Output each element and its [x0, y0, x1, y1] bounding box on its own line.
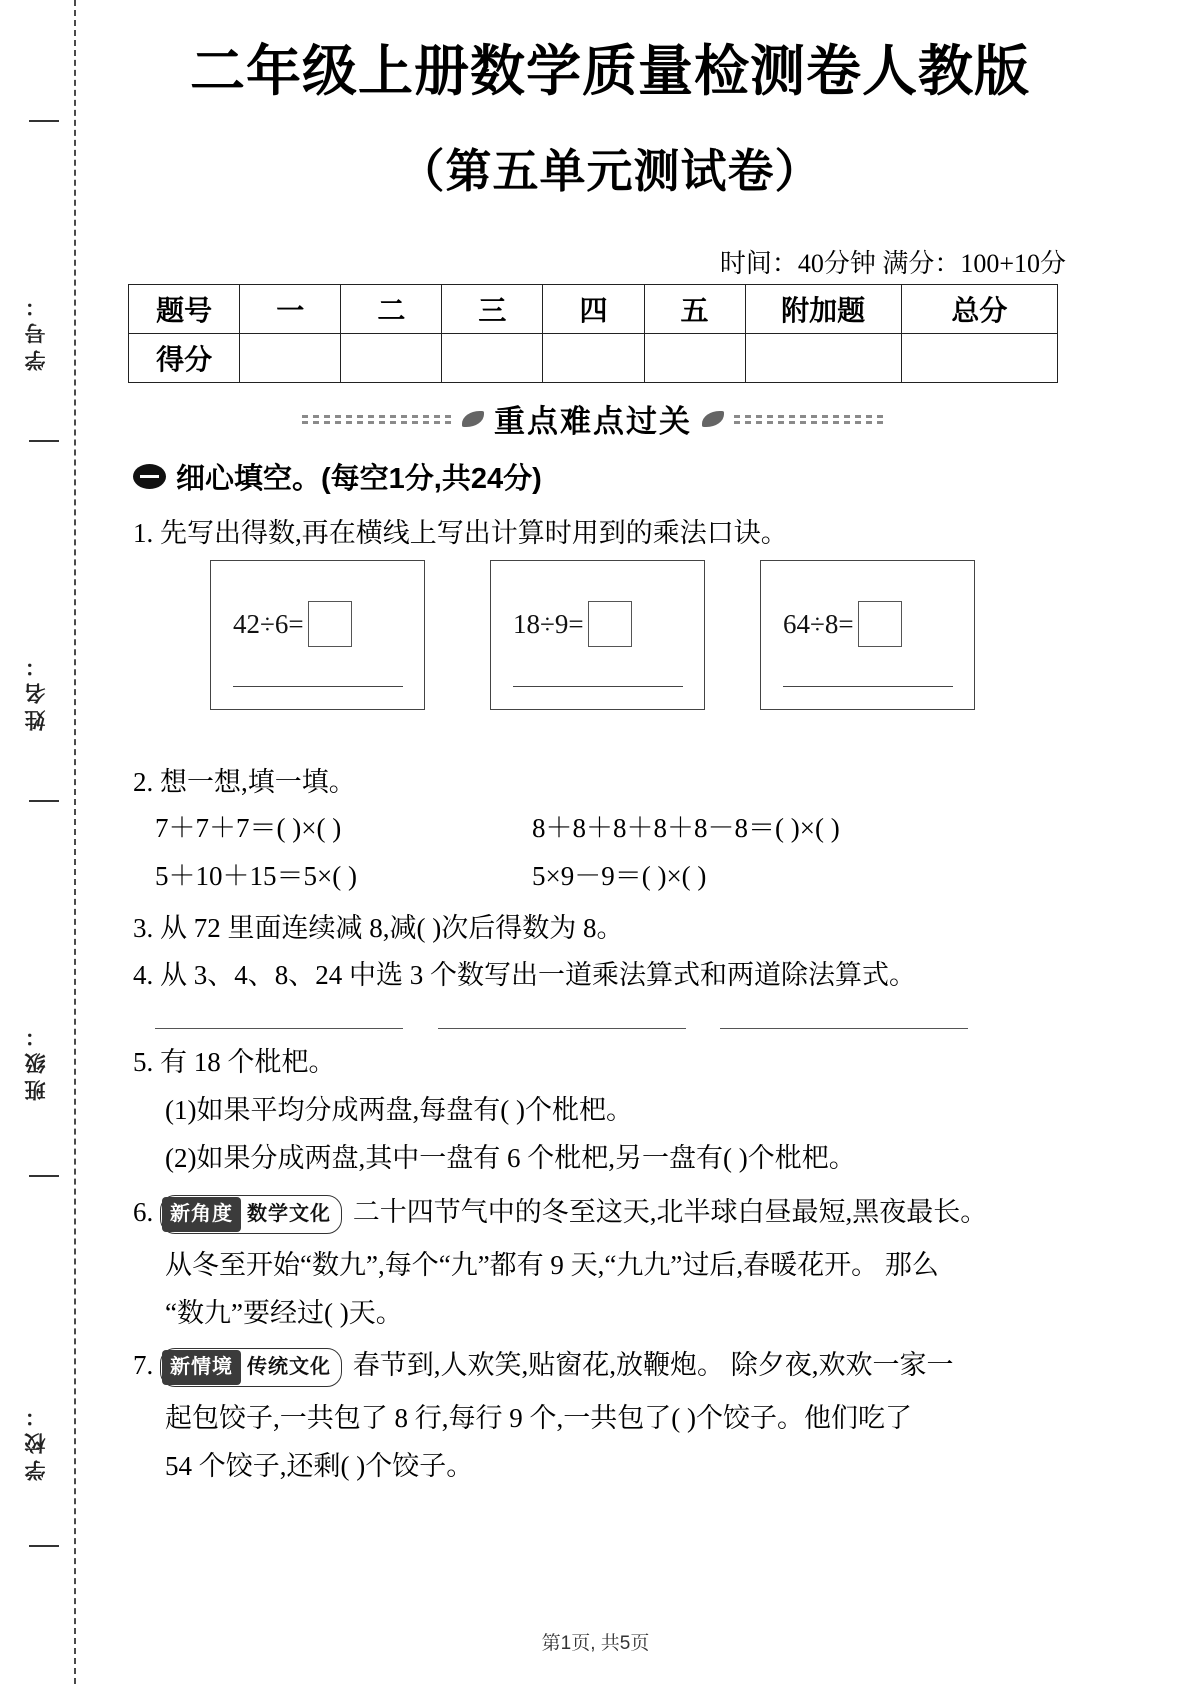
question-5-text: 5. 有 18 个枇杷。: [133, 1047, 336, 1077]
side-rule: [29, 1175, 59, 1177]
section-heading-1-text: 细心填空。(每空1分,共24分): [176, 463, 542, 495]
leaf-icon: [462, 411, 484, 427]
question-6-tags: [160, 1195, 342, 1234]
score-cell-1[interactable]: [240, 334, 341, 383]
division-problem-box-2: [490, 560, 705, 710]
question-6: [133, 1192, 1063, 1234]
score-cell-bonus[interactable]: [745, 334, 901, 383]
division-problem-box-1: [210, 560, 425, 710]
score-table-label-score: 得分: [129, 334, 240, 383]
banner-dash-right: [734, 413, 884, 425]
side-label-class: [0, 990, 74, 1130]
exam-meta-info: 时间：40分钟 满分：100+10分: [719, 249, 1066, 278]
banner-dash-left: [302, 413, 452, 425]
side-label-student-id: [0, 260, 74, 400]
page-subtitle: （第五单元测试卷）: [398, 145, 822, 197]
tag-new-context: 新情境: [162, 1350, 241, 1385]
answer-line-q4-2[interactable]: [438, 1028, 686, 1029]
question-7-line-2[interactable]: 起包饺子,一共包了 8 行,每行 9 个,一共包了( )个饺子。他们吃了: [165, 1403, 912, 1433]
side-label-school-text: 学校：: [25, 1399, 48, 1481]
question-2-eq-2a[interactable]: 5＋10＋15＝5×( ): [155, 861, 357, 891]
table-row-header: [129, 285, 1058, 334]
formula-answer-line-1[interactable]: [233, 686, 403, 687]
question-2-eq-1a[interactable]: 7＋7＋7＝( )×( ): [155, 813, 342, 843]
tag-traditional-culture: 传统文化: [247, 1356, 331, 1379]
binding-dashed-line: [74, 0, 76, 1684]
side-rule: [29, 120, 59, 122]
table-row-score: [129, 334, 1058, 383]
division-expression-1-text: 42÷6=: [233, 608, 304, 639]
division-expression-2-text: 18÷9=: [513, 608, 584, 639]
page-footer: 第1页, 共5页: [541, 1633, 650, 1654]
question-2-eq-1b[interactable]: 8＋8＋8＋8＋8－8＝( )×( ): [532, 813, 840, 843]
side-label-column: [0, 0, 74, 1684]
score-cell-5[interactable]: [644, 334, 745, 383]
banner-title: 重点难点过关: [494, 404, 692, 439]
question-6-line-2: 从冬至开始“数九”,每个“九”都有 9 天,“九九”过后,春暖花开。 那么: [165, 1250, 939, 1280]
answer-box-1[interactable]: [308, 601, 352, 647]
side-label-school: [0, 1370, 74, 1510]
answer-line-q4-3[interactable]: [720, 1028, 968, 1029]
section-number-icon: [133, 464, 166, 489]
leaf-icon: [702, 411, 724, 427]
question-7-line-1: 春节到,人欢笑,贴窗花,放鞭炮。 除夕夜,欢欢一家一: [352, 1350, 954, 1380]
formula-answer-line-2[interactable]: [513, 686, 683, 687]
division-expression-1: [233, 601, 352, 647]
score-table-col-1: 一: [240, 285, 341, 334]
division-expression-3: [783, 601, 902, 647]
question-5-sub-1[interactable]: (1)如果平均分成两盘,每盘有( )个枇杷。: [165, 1095, 633, 1125]
side-label-student-id-text: 学号：: [25, 289, 48, 371]
tag-new-angle: 新角度: [162, 1197, 241, 1232]
side-rule: [29, 440, 59, 442]
question-5-sub-2[interactable]: (2)如果分成两盘,其中一盘有 6 个枇杷,另一盘有( )个枇杷。: [165, 1143, 856, 1173]
question-2-eq-2b[interactable]: 5×9－9＝( )×( ): [532, 861, 707, 891]
side-rule: [29, 1545, 59, 1547]
side-label-class-text: 班级：: [25, 1019, 48, 1101]
question-6-line-1: 二十四节气中的冬至这天,北半球白昼最短,黑夜最长。: [352, 1197, 988, 1227]
question-7: [133, 1345, 1063, 1387]
side-rule: [29, 800, 59, 802]
score-table-col-bonus: 附加题: [745, 285, 901, 334]
question-4-text: 4. 从 3、4、8、24 中选 3 个数写出一道乘法算式和两道除法算式。: [133, 960, 916, 990]
question-6-number: 6.: [133, 1197, 154, 1227]
question-3-text[interactable]: 3. 从 72 里面连续减 8,减( )次后得数为 8。: [133, 913, 624, 943]
score-table-col-total: 总分: [901, 285, 1057, 334]
division-expression-2: [513, 601, 632, 647]
question-7-number: 7.: [133, 1350, 154, 1380]
page-title: 二年级上册数学质量检测卷人教版: [189, 40, 1030, 102]
section-heading-1: [133, 456, 542, 497]
score-table-col-4: 四: [543, 285, 644, 334]
score-table-col-5: 五: [644, 285, 745, 334]
answer-box-2[interactable]: [588, 601, 632, 647]
question-1-text: 1. 先写出得数,再在横线上写出计算时用到的乘法口诀。: [133, 518, 788, 548]
score-table: [128, 284, 1058, 383]
answer-line-q4-1[interactable]: [155, 1028, 403, 1029]
question-2-text: 2. 想一想,填一填。: [133, 767, 356, 797]
answer-box-3[interactable]: [858, 601, 902, 647]
division-problem-box-3: [760, 560, 975, 710]
question-7-tags: [160, 1348, 342, 1387]
tag-math-culture: 数学文化: [247, 1203, 331, 1226]
score-cell-3[interactable]: [442, 334, 543, 383]
side-label-name: [0, 620, 74, 760]
score-cell-4[interactable]: [543, 334, 644, 383]
side-label-name-text: 姓名：: [25, 649, 48, 731]
score-table-col-2: 二: [341, 285, 442, 334]
question-6-line-3[interactable]: “数九”要经过( )天。: [165, 1298, 403, 1328]
formula-answer-line-3[interactable]: [783, 686, 953, 687]
score-cell-2[interactable]: [341, 334, 442, 383]
score-table-label-number: 题号: [129, 285, 240, 334]
score-table-col-3: 三: [442, 285, 543, 334]
division-expression-3-text: 64÷8=: [783, 608, 854, 639]
question-7-line-3[interactable]: 54 个饺子,还剩( )个饺子。: [165, 1451, 474, 1481]
section-banner: [128, 396, 1058, 441]
score-cell-total[interactable]: [901, 334, 1057, 383]
